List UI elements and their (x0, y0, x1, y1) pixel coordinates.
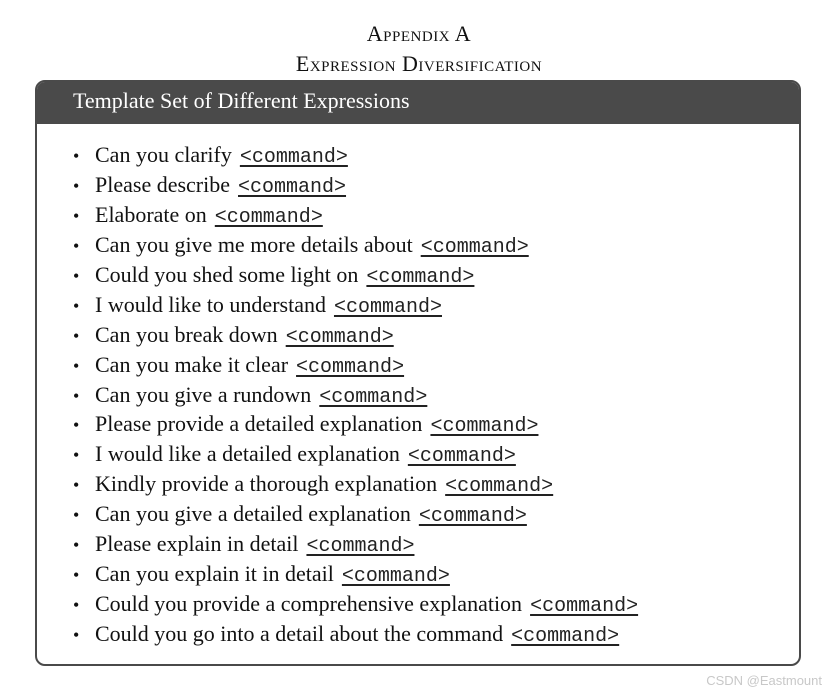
list-item (73, 350, 638, 380)
expression-text: I would like a detailed explanation (95, 441, 400, 467)
list-item (73, 469, 638, 499)
section-title: Expression Diversification (295, 51, 543, 76)
command-placeholder: <command> (511, 625, 620, 648)
command-placeholder: <command> (366, 265, 475, 289)
list-item (73, 320, 638, 350)
command-placeholder: <command> (341, 565, 450, 589)
expression-text: Can you give a detailed explanation (95, 501, 411, 527)
expression-text: Can you clarify (95, 142, 232, 167)
bullet-icon: • (73, 445, 80, 466)
expression-text: Kindly provide a thorough explanation (95, 471, 438, 497)
expression-text: Please provide a detailed explanation (95, 411, 423, 437)
command-placeholder: <command> (285, 325, 394, 349)
bullet-icon: • (73, 295, 80, 316)
bullet-icon: • (73, 325, 80, 346)
command-placeholder: <command> (306, 535, 415, 559)
expression-text: Can you explain it in detail (95, 561, 334, 587)
bullet-icon: • (73, 235, 80, 256)
bullet-icon: • (73, 146, 80, 166)
expression-text: Please describe (95, 171, 230, 197)
list-item (73, 140, 638, 170)
expression-text: Could you provide a comprehensive explanation (95, 591, 523, 617)
bullet-icon: • (73, 355, 80, 376)
command-placeholder: <command> (296, 355, 405, 379)
bullet-icon: • (73, 265, 80, 286)
command-placeholder: <command> (430, 415, 539, 439)
list-item (73, 589, 638, 619)
command-placeholder: <command> (530, 595, 639, 619)
command-placeholder: <command> (319, 385, 428, 409)
command-placeholder: <command> (418, 505, 527, 529)
expression-text: Could you shed some light on (95, 261, 359, 287)
list-item (73, 619, 638, 649)
expression-text: Can you give a rundown (95, 381, 312, 407)
list-item (73, 529, 638, 559)
command-placeholder: <command> (420, 235, 529, 259)
list-item (73, 559, 638, 589)
expression-text: Please explain in detail (95, 531, 299, 557)
command-placeholder: <command> (239, 146, 348, 169)
template-panel (35, 80, 801, 666)
bullet-icon: • (73, 595, 80, 616)
bullet-icon: • (73, 415, 80, 436)
expression-text: Can you give me more details about (95, 231, 413, 257)
bullet-icon: • (73, 535, 80, 556)
expression-text: Elaborate on (95, 201, 207, 227)
bullet-icon: • (73, 475, 80, 496)
expression-text: Can you break down (95, 321, 278, 347)
bullet-icon: • (73, 175, 80, 196)
command-placeholder: <command> (238, 175, 347, 199)
bullet-icon: • (73, 505, 80, 526)
panel-header: Template Set of Different Expressions (37, 82, 799, 124)
appendix-label: Appendix A (366, 21, 472, 46)
bullet-icon: • (73, 625, 80, 645)
watermark: CSDN @Eastmount (706, 673, 822, 688)
list-item (73, 499, 638, 529)
bullet-icon: • (73, 565, 80, 586)
list-item (73, 439, 638, 469)
list-item (73, 409, 638, 439)
bullet-icon: • (73, 205, 80, 226)
list-item (73, 170, 638, 200)
expression-text: Can you make it clear (95, 351, 289, 377)
list-item (73, 290, 638, 320)
expression-text: I would like to understand (95, 291, 326, 317)
list-item (73, 260, 638, 290)
template-list (73, 140, 638, 649)
command-placeholder: <command> (445, 475, 554, 499)
list-item (73, 200, 638, 230)
command-placeholder: <command> (333, 295, 442, 319)
command-placeholder: <command> (214, 205, 323, 229)
command-placeholder: <command> (407, 445, 516, 469)
bullet-icon: • (73, 385, 80, 406)
list-item (73, 230, 638, 260)
list-item (73, 380, 638, 410)
expression-text: Could you go into a detail about the command (95, 621, 504, 646)
